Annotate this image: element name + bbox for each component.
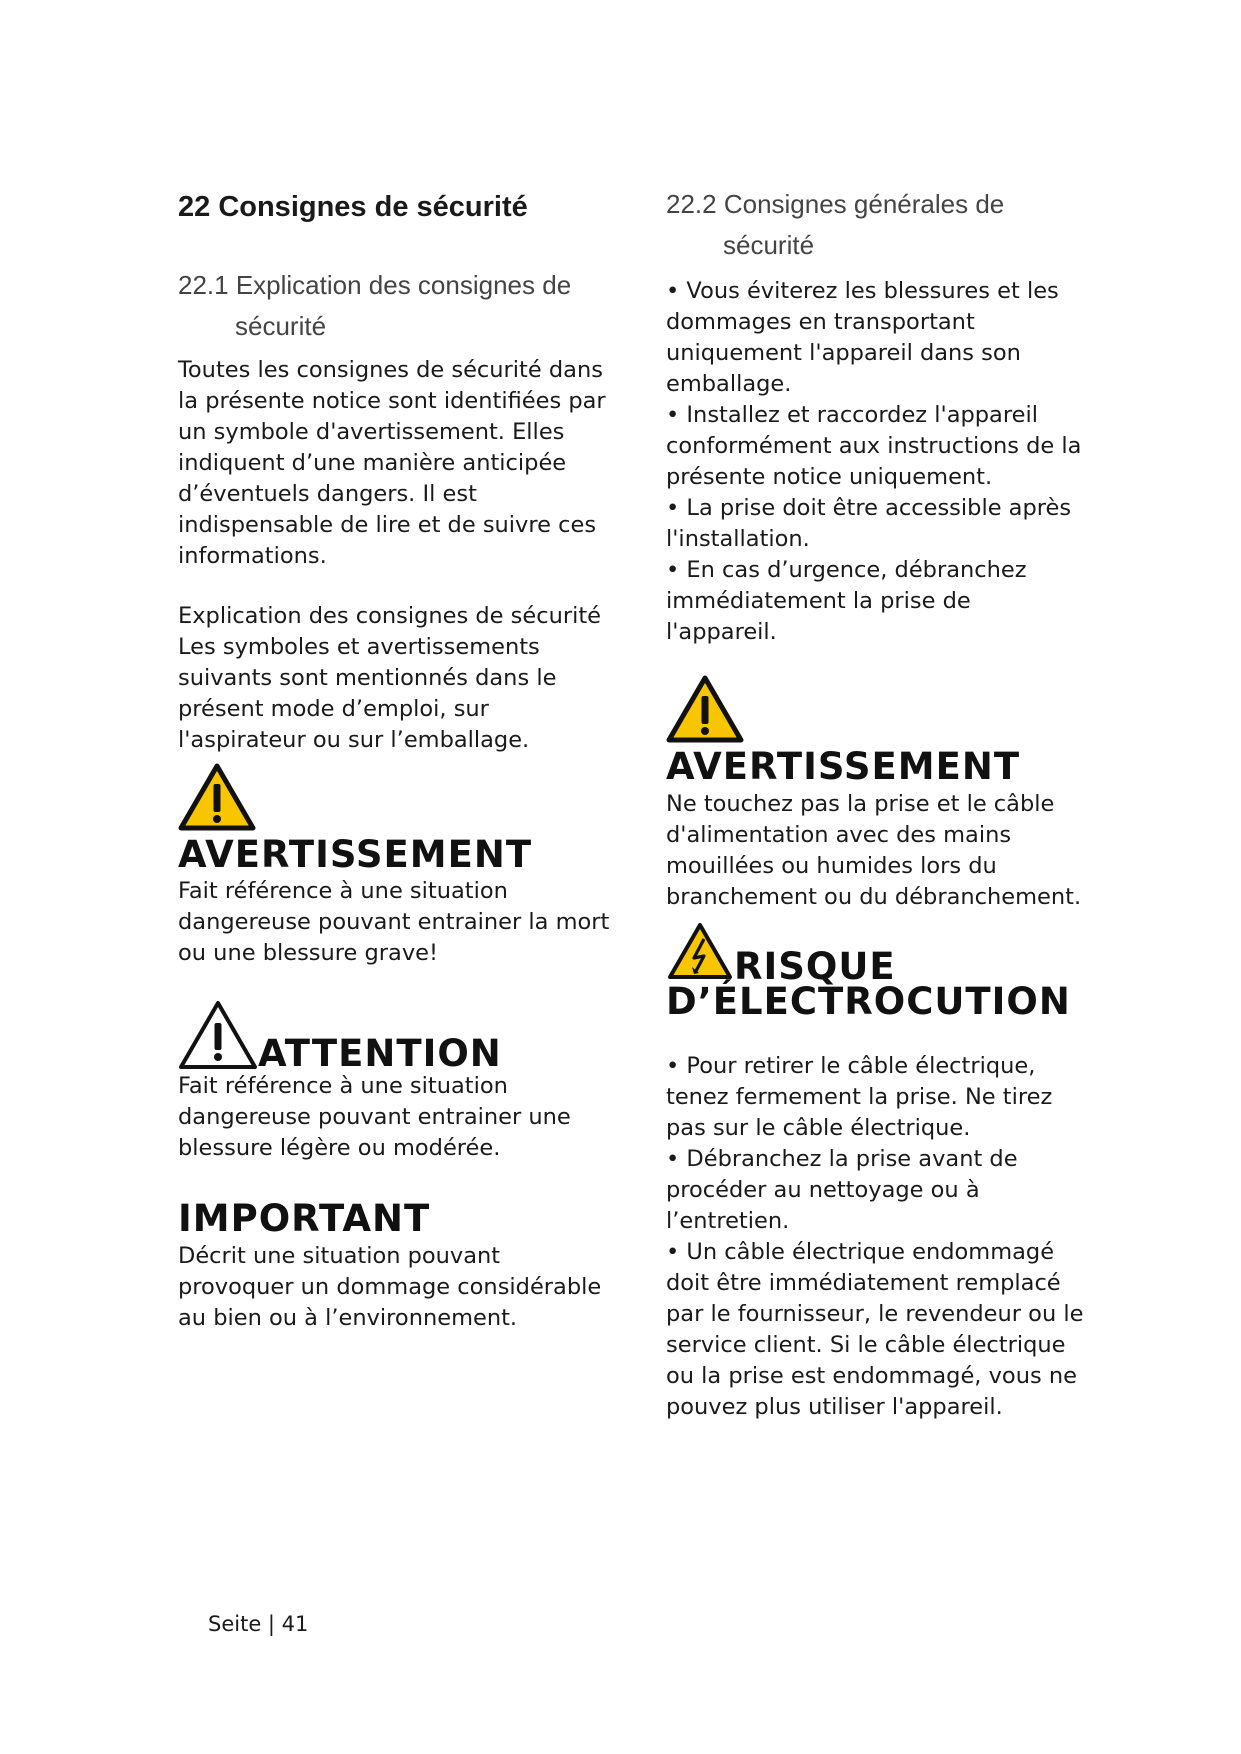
intro-paragraph: Toutes les consignes de sécurité dans la présente notice sont identifiées par un symbole d'avertissement. Elles indiquent d’une manière anticipée d’éventuels dangers. Il est indispensable de lire et de suivre ces informations. [178, 356, 606, 569]
attention-heading [178, 999, 618, 1075]
warning-icon [178, 762, 256, 832]
important-label: IMPORTANT [178, 1197, 431, 1241]
list-item: • Pour retirer le câble électrique, tenez fermement la prise. Ne tirez pas sur le câble électrique. [666, 1053, 1053, 1142]
right-column [666, 190, 1086, 1423]
section-title: 22 Consignes de sécurité [178, 191, 528, 223]
attention-text: Fait référence à une situation dangereuse pouvant entrainer une blessure légère ou modérée. [178, 1073, 571, 1162]
list-item: • En cas d’urgence, débranchez immédiatement la prise de l'appareil. [666, 557, 1027, 645]
explanation-text: Les symboles et avertissements suivants sont mentionnés dans le présent mode d’emploi, sur l'aspirateur ou sur l’emballage. [178, 633, 557, 753]
warning-text-right: Ne touchez pas la prise et le câble d'alimentation avec des mains mouillées ou humides lors du branchement ou du débranchement. [666, 790, 1082, 910]
warning-text: Fait référence à une situation dangereuse pouvant entrainer la mort ou une blessure grave! [178, 878, 610, 967]
subsection-title-general: 22.2 Consignes générales de sécurité [666, 189, 1005, 260]
shock-label-2: D’ÉLECTROCUTION [666, 979, 1071, 1023]
caution-icon [178, 999, 258, 1071]
electric-shock-icon [666, 921, 734, 981]
important-text: Décrit une situation pouvant provoquer un dommage considérable au bien ou à l’environnement. [178, 1242, 602, 1331]
subsection-title: 22.1 Explication des consignes de sécurité [178, 269, 572, 341]
left-column [178, 190, 618, 1334]
warning-icon [666, 674, 744, 744]
shock-heading [666, 921, 1086, 988]
shock-bullet-list [666, 1051, 1086, 1423]
page-number: Seite | 41 [208, 1612, 309, 1636]
list-item: • Installez et raccordez l'appareil conformément aux instructions de la présente notice uniquement. [666, 402, 1082, 490]
list-item: • Vous éviterez les blessures et les dommages en transportant uniquement l'appareil dans son emballage. [666, 278, 1059, 397]
general-bullet-list [666, 276, 1086, 648]
list-item: • Débranchez la prise avant de procéder au nettoyage ou à l’entretien. [666, 1146, 1018, 1235]
shock-label-1: RISQUE [734, 945, 896, 988]
warning-label-right: AVERTISSEMENT [666, 745, 1021, 788]
list-item: • La prise doit être accessible après l'installation. [666, 495, 1072, 552]
warning-label: AVERTISSEMENT [178, 832, 533, 876]
attention-label: ATTENTION [258, 1031, 502, 1075]
list-item: • Un câble électrique endommagé doit être immédiatement remplacé par le fournisseur, le revendeur ou le service client. Si le câble électrique ou la prise est endommagé, vous ne pouvez plus utiliser l'appareil. [666, 1239, 1084, 1421]
explanation-title: Explication des consignes de sécurité [178, 602, 601, 629]
